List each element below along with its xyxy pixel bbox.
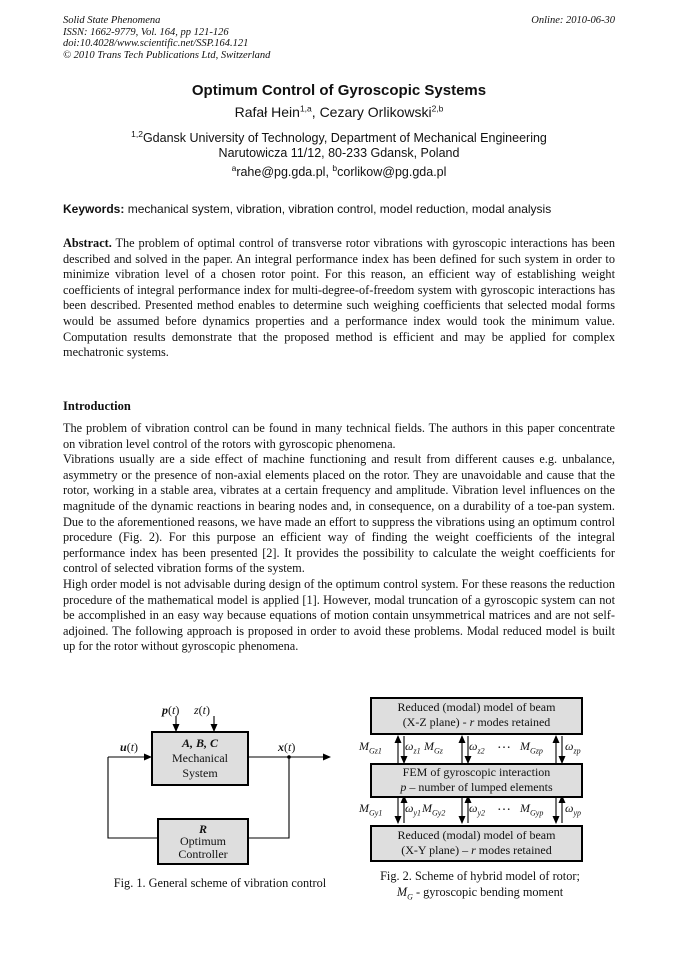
abstract-text: The problem of optimal control of transverse rotor vibrations with gyroscopic interactions has been described and solved in the paper. An integral performance index has been defined for such system in order to minimize vibration level of a chosen rotor point. For this reason, an efficient way of establishing weight coefficients of integral performance index for multi-degree-of-freedom system with gyroscopic interactions has been described. Presented method enables to determine such weighing coefficients that selected modal forms would be assumed before dynamics properties and a performance index would took the minimum value. Computation results demonstrate that the proposed method is efficient and may be applied for complex mechatronic systems. (63, 236, 615, 360)
email-b-sup: b (332, 162, 338, 173)
intro-paragraph-2: Vibrations usually are a side effect of machine functioning and result from different causes e.g. unbalance, asymmetry or the presence of non-axial elements placed on the rotor. They are unavoidable and cause that the rotor, working in a stable area, vibrates at a certain frequency and amplitude. Vibration level influences on the magnitude of the dynamic reactions in bearing nodes and, in consequence, on a durability of a toe-pan system. Due to the aforementioned reasons, we have made an effort to suppress the vibrations using an optimum control procedure (Fig. 2). For this purpose an efficient way of finding the weight coefficients of the integral performance index has been presented [2]. It provides the possibility to calculate the weight coefficients for control of selected vibration forms of the system. (63, 452, 615, 576)
fig1-optimum-controller-box (157, 818, 249, 865)
fig1-input-u: u(t) (120, 740, 139, 754)
paper-title: Optimum Control of Gyroscopic Systems (191, 82, 487, 99)
fig2-label-wzp: $\omega_{zp}$ (565, 739, 581, 756)
fig2-top-model-box (370, 697, 583, 735)
fig1-controller-r: R (198, 822, 207, 836)
author-1: Rafał Hein (234, 104, 300, 120)
issn-line: ISSN: 1662-9779, Vol. 164, pp 121-126 (63, 26, 229, 38)
author-2-sup: 2,b (431, 103, 444, 114)
fig2-ellipsis-bottom: … (497, 799, 511, 814)
fig2-bot-line1: Reduced (modal) model of beam (397, 828, 556, 842)
fig2-label-mgzp: $M_{Gzp}$ (520, 739, 543, 756)
fig2-caption-line2: $M_G$ - gyroscopic bending moment (396, 885, 564, 902)
copyright-line: © 2010 Trans Tech Publications Ltd, Switzerland (63, 49, 271, 61)
fig2-caption (355, 868, 605, 905)
doi-line: doi:10.4028/www.scientific.net/SSP.164.121 (63, 38, 249, 49)
fig1-matrices: A, B, C (181, 736, 218, 750)
fig2-label-mgy2: $M_{Gy2}$ (422, 801, 446, 818)
fig2-label-wz2: $\omega_{z2}$ (469, 739, 485, 756)
keywords-text: mechanical system, vibration, vibration control, model reduction, modal analysis (124, 202, 552, 216)
fig2-label-mgz1: $M_{Gz1}$ (359, 739, 382, 756)
fig2-label-mgz: $M_{Gz}$ (424, 739, 443, 756)
fig2-top-line2: (X-Z plane) - r modes retained (402, 715, 551, 729)
fig1-ctrl-line1: Optimum (179, 834, 226, 848)
fig2-mid-line2: p – number of lumped elements (400, 780, 553, 794)
email-a-sup: a (231, 162, 237, 173)
fig2-bottom-model-box (370, 825, 583, 862)
introduction-heading: Introduction (63, 399, 131, 413)
fig1-mech-line1: Mechanical (172, 751, 228, 765)
email-b: corlikow@pg.gda.pl (337, 165, 447, 179)
fig2-mid-line1: FEM of gyroscopic interaction (402, 765, 551, 779)
keywords-label: Keywords: (63, 202, 125, 216)
fig1-caption: Fig. 1. General scheme of vibration control (113, 876, 327, 890)
fig1-mech-line2: System (182, 766, 218, 780)
fig2-label-mgy1: $M_{Gy1}$ (359, 801, 383, 818)
fig2-label-wyp: $\omega_{yp}$ (565, 801, 582, 818)
affiliation-1: Gdansk University of Technology, Department of Mechanical Engineering (142, 131, 547, 145)
fig1-input-z: z(t) (194, 703, 211, 717)
fig2-label-wz1: $\omega_{z1}$ (405, 739, 421, 756)
intro-paragraph-3: High order model is not advisable during design of the optimum control system. For these reasons the reduction procedure of the mathematical model is applied [1]. However, modal truncation of a gyroscopic system can not be accomplished in an easy way because equations of motion contain unsymmetrical matrices and are not self-adjoined. The following approach is proposed in order to avoid these problems. Modal reduced model is built up for the rotor without gyroscopic phenomena. (63, 576, 615, 654)
fig2-label-mgyp: $M_{Gyp}$ (520, 801, 544, 818)
fig2-bot-line2: (X-Y plane) – r modes retained (401, 843, 552, 857)
fig1-junction-dot (287, 755, 291, 759)
fig2-caption-line1: Fig. 2. Scheme of hybrid model of rotor; (380, 869, 580, 883)
fig1-output-x: x(t) (278, 740, 296, 754)
email-a: rahe@pg.gda.pl, (236, 165, 333, 179)
journal-name: Solid State Phenomena (63, 15, 161, 26)
fig1-feedback-line (249, 757, 289, 838)
fig2-fem-box (370, 763, 583, 798)
author-separator: , (311, 104, 320, 120)
affiliation-2: Narutowicza 11/12, 80-233 Gdansk, Poland (218, 146, 460, 160)
fig1-mechanical-system-box (151, 731, 249, 786)
abstract-label: Abstract. (63, 236, 112, 250)
affiliation-sup: 1,2 (131, 128, 143, 139)
intro-paragraph-1: The problem of vibration control can be found in many technical fields. The authors in this paper concentrate on vibration level control of the rotors with gyroscopic phenomena. (63, 421, 615, 451)
fig1-ctrl-line2: Controller (178, 847, 228, 861)
online-date: Online: 2010-06-30 (531, 15, 615, 26)
author-2: Cezary Orlikowski (319, 104, 432, 120)
author-1-sup: 1,a (299, 103, 312, 114)
fig2-label-wy2: $\omega_{y2}$ (469, 801, 486, 818)
fig1-input-p: p(t) (162, 703, 180, 717)
fig1-control-line (108, 757, 157, 838)
fig2-top-line1: Reduced (modal) model of beam (397, 700, 556, 714)
fig2-ellipsis-top: … (497, 737, 511, 752)
fig2-label-wy1: $\omega_{y1}$ (405, 801, 422, 818)
